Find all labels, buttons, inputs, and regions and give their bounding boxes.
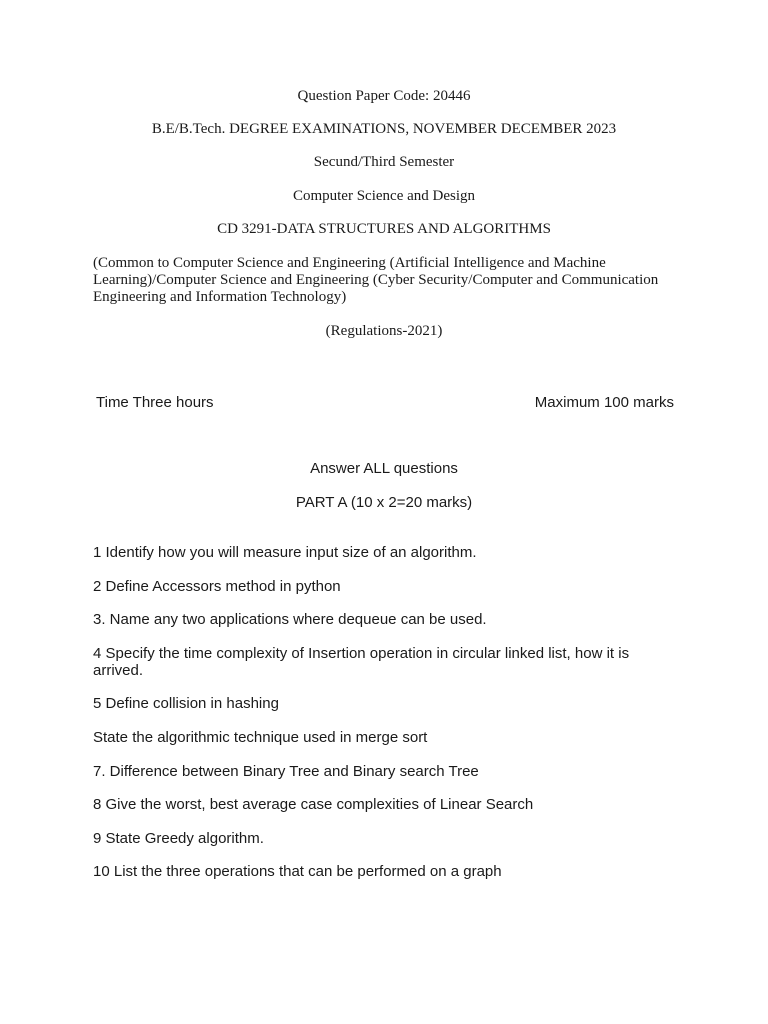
semester: Secund/Third Semester xyxy=(313,154,455,170)
regulations: (Regulations-2021) xyxy=(325,323,443,339)
question-item: 5 Define collision in hashing xyxy=(93,695,279,712)
common-to-note: (Common to Computer Science and Engineering (Artificial Intelligence and Machine Learning)/Computer Science and Engineering (Cyber Security/Computer and Communication Engineering and Information Technology) xyxy=(93,255,659,305)
maximum-marks: Maximum 100 marks xyxy=(534,394,674,411)
question-item: 9 State Greedy algorithm. xyxy=(93,830,264,847)
exam-info-row xyxy=(96,394,674,411)
department: Computer Science and Design xyxy=(292,188,476,204)
question-item: 10 List the three operations that can be performed on a graph xyxy=(93,863,502,880)
question-item: 2 Define Accessors method in python xyxy=(93,578,341,595)
question-item: State the algorithmic technique used in merge sort xyxy=(93,729,428,746)
time-allowed: Time Three hours xyxy=(96,394,214,411)
subject-title: CD 3291-DATA STRUCTURES AND ALGORITHMS xyxy=(217,221,551,237)
question-item: 8 Give the worst, best average case complexities of Linear Search xyxy=(93,796,534,813)
part-a-heading: PART A (10 x 2=20 marks) xyxy=(295,494,473,511)
question-item: 3. Name any two applications where dequeue can be used. xyxy=(93,611,487,628)
exam-title: B.E/B.Tech. DEGREE EXAMINATIONS, NOVEMBER DECEMBER 2023 xyxy=(151,121,617,137)
question-item: 7. Difference between Binary Tree and Binary search Tree xyxy=(93,763,479,780)
question-item: 1 Identify how you will measure input size of an algorithm. xyxy=(93,544,477,561)
paper-code: Question Paper Code: 20446 xyxy=(297,88,471,104)
question-item: 4 Specify the time complexity of Insertion operation in circular linked list, how it is arrived. xyxy=(93,645,630,679)
answer-all-instruction: Answer ALL questions xyxy=(310,460,458,477)
